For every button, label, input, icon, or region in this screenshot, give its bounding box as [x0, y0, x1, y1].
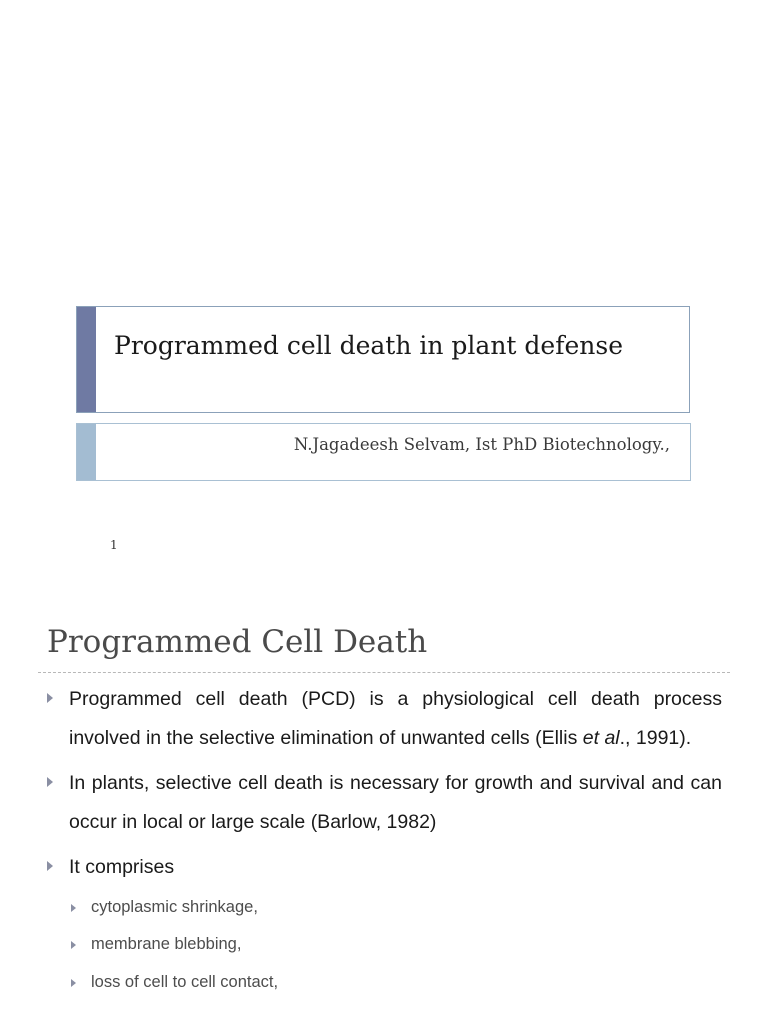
bullet-text: It comprises — [69, 856, 175, 878]
sub-bullet-list — [69, 889, 722, 1002]
bullet-item — [44, 680, 722, 757]
sub-bullet-text: membrane blebbing, — [91, 935, 242, 953]
bullet-arrow-icon — [47, 693, 53, 703]
subtitle-accent-bar — [77, 424, 96, 480]
sub-bullet-item — [69, 926, 722, 964]
page-number: 1 — [110, 538, 118, 552]
title-box — [76, 306, 690, 413]
sub-bullet-arrow-icon — [71, 941, 76, 949]
bullet-item — [44, 848, 722, 1001]
bullet-text: In plants, selective cell death is necessary for growth and survival and can occur in local or large scale (Barlow, 1982) — [69, 772, 722, 833]
slide-subtitle: N.Jagadeesh Selvam, Ist PhD Biotechnology., — [293, 435, 670, 454]
bullet-text: ., 1991). — [619, 726, 692, 749]
subtitle-box — [76, 423, 691, 481]
sub-bullet-arrow-icon — [71, 904, 76, 912]
sub-bullet-item — [69, 889, 722, 927]
bullet-arrow-icon — [47, 861, 53, 871]
sub-bullet-text: cytoplasmic shrinkage, — [91, 897, 258, 916]
sub-bullet-arrow-icon — [71, 979, 76, 987]
bullet-item — [44, 764, 722, 841]
title-accent-bar — [77, 307, 96, 412]
bullet-list — [44, 680, 722, 1001]
slide-title: Programmed cell death in plant defense — [114, 331, 623, 360]
sub-bullet-item — [69, 964, 722, 1002]
sub-bullet-text: loss of cell to cell contact, — [91, 972, 279, 991]
bullet-text-italic: et al — [582, 726, 620, 749]
slide-heading: Programmed Cell Death — [47, 624, 428, 660]
heading-divider — [38, 672, 730, 673]
bullet-text: Programmed cell death (PCD) is a physiological cell death process involved in the selective elimination of unwanted cells (Ellis — [69, 688, 722, 749]
bullet-arrow-icon — [47, 777, 53, 787]
